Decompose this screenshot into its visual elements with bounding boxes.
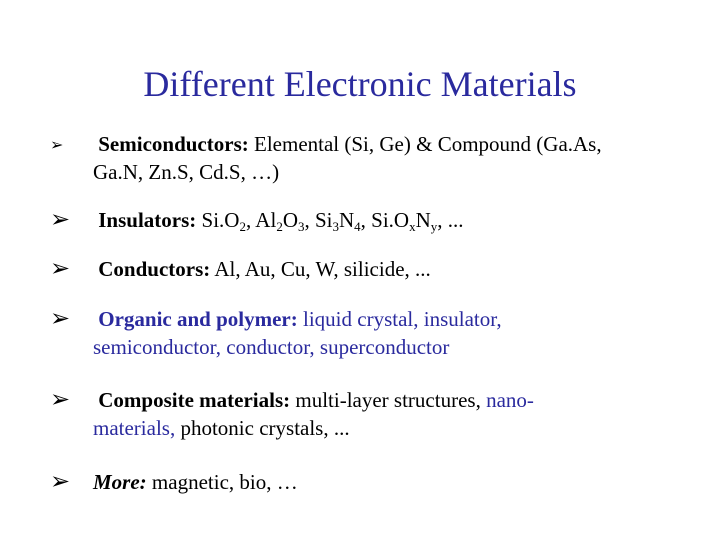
bullet-text	[93, 130, 693, 186]
formula-part: Si.O	[196, 208, 240, 232]
arrow-bullet-icon: ➢	[50, 467, 71, 495]
formula-part: , Si.O	[360, 208, 410, 232]
arrow-bullet-icon: ➢	[50, 304, 71, 332]
subscript: 2	[239, 219, 246, 234]
formula-part: , Al	[245, 208, 277, 232]
formula-part: , Si	[304, 208, 333, 232]
bullet-label: Composite materials:	[98, 388, 291, 412]
formula-part: N	[339, 208, 355, 232]
bullet-text	[93, 305, 693, 361]
bullet-line-2-highlight: materials,	[93, 416, 176, 440]
arrow-bullet-icon: ➢	[50, 385, 71, 413]
formula-part: N	[415, 208, 431, 232]
formula-part: , ...	[437, 208, 464, 232]
bullet-label: More:	[93, 470, 147, 494]
subscript: 3	[297, 219, 305, 234]
subscript: 2	[276, 219, 283, 234]
bullet-label: Organic and polymer:	[98, 307, 298, 331]
bullet-line-1: liquid crystal, insulator,	[297, 307, 502, 331]
bullet-line-1: magnetic, bio, …	[146, 470, 298, 494]
subscript: y	[430, 219, 438, 234]
bullet-label: Conductors:	[98, 257, 211, 281]
bullet-line-2: Ga.N, Zn.S, Cd.S, …)	[93, 160, 280, 184]
bullet-text	[93, 255, 693, 283]
subscript: x	[409, 219, 416, 234]
arrow-bullet-icon: ➢	[50, 254, 71, 282]
arrow-bullet-icon: ➢	[50, 135, 64, 154]
bullet-label: Semiconductors:	[98, 132, 249, 156]
arrow-bullet-icon: ➢	[50, 205, 71, 233]
bullet-line-1: Elemental (Si, Ge) & Compound (Ga.As,	[248, 132, 602, 156]
bullet-line-1: Al, Au, Cu, W, silicide, ...	[210, 257, 431, 281]
bullet-text	[93, 206, 693, 234]
bullet-text	[93, 386, 693, 442]
bullet-line-1: multi-layer structures,	[290, 388, 487, 412]
bullet-text	[93, 468, 693, 496]
bullet-line-2: semiconductor, conductor, superconductor	[93, 335, 450, 359]
bullet-line-2: photonic crystals, ...	[175, 416, 350, 440]
bullet-label: Insulators:	[98, 208, 197, 232]
subscript: 3	[332, 219, 339, 234]
slide-title: Different Electronic Materials	[143, 64, 577, 104]
bullet-line-1-highlight: nano-	[486, 388, 534, 412]
subscript: 4	[354, 219, 361, 234]
formula-part: O	[282, 208, 298, 232]
